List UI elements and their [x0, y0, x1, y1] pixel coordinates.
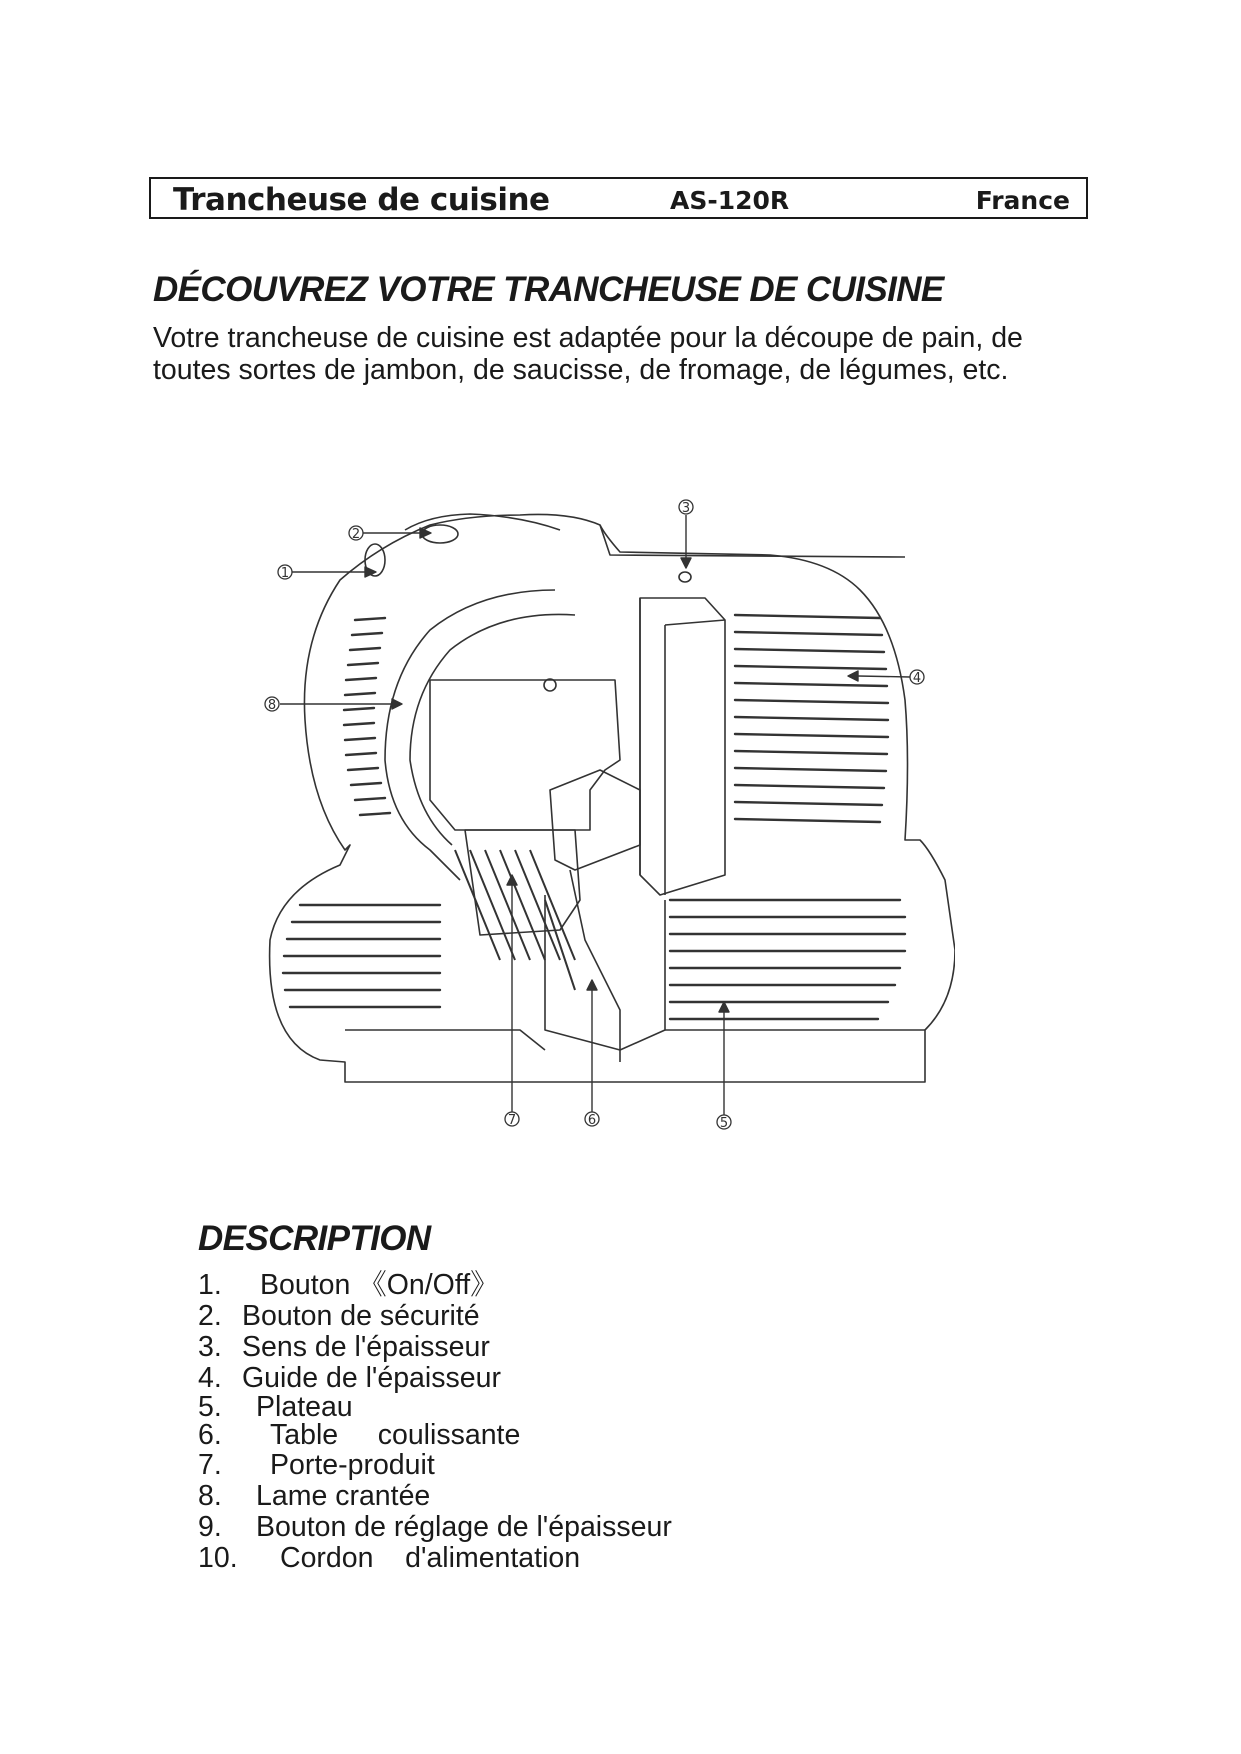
intro-paragraph: Votre trancheuse de cuisine est adaptée pour la découpe de pain, de toutes sortes de jambon, de saucisse, de fromage, de légumes, etc. [153, 322, 1023, 386]
list-item: 1. Bouton 《On/Off》 [198, 1269, 499, 1301]
callout-7: 7 [507, 1113, 517, 1128]
callout-4: 4 [912, 671, 922, 686]
callout-6: 6 [587, 1113, 597, 1128]
callout-8: 8 [267, 698, 277, 713]
main-heading: DÉCOUVREZ VOTRE TRANCHEUSE DE CUISINE [153, 270, 944, 309]
list-item: 4. Guide de l'épaisseur [198, 1362, 501, 1394]
list-item: 10. Cordon d'alimentation [198, 1542, 581, 1574]
list-item: 5. Plateau [198, 1391, 353, 1423]
header-box [149, 177, 1088, 219]
vent-slots-right [735, 615, 888, 822]
list-item: 2. Bouton de sécurité [198, 1300, 480, 1332]
description-list [198, 1270, 672, 1574]
list-item: 3. Sens de l'épaisseur [198, 1331, 490, 1363]
header-country: France [975, 186, 1070, 215]
callout-5: 5 [719, 1116, 729, 1131]
carriage-slots [455, 850, 575, 990]
list-item: 9. Bouton de réglage de l'épaisseur [198, 1511, 672, 1543]
slicer-diagram [255, 490, 955, 1140]
list-item: 6. Table coulissante [198, 1419, 521, 1451]
callout-3: 3 [681, 501, 691, 516]
callout-1: 1 [280, 566, 290, 581]
list-item: 7. Porte-produit [198, 1449, 435, 1481]
vent-slots-left [344, 618, 390, 815]
list-item: 8. Lame crantée [198, 1480, 431, 1512]
header-model: AS-120R [670, 186, 790, 215]
description-heading: DESCRIPTION [198, 1219, 431, 1258]
header-title: Trancheuse de cuisine [173, 182, 550, 218]
callout-2: 2 [351, 527, 361, 542]
